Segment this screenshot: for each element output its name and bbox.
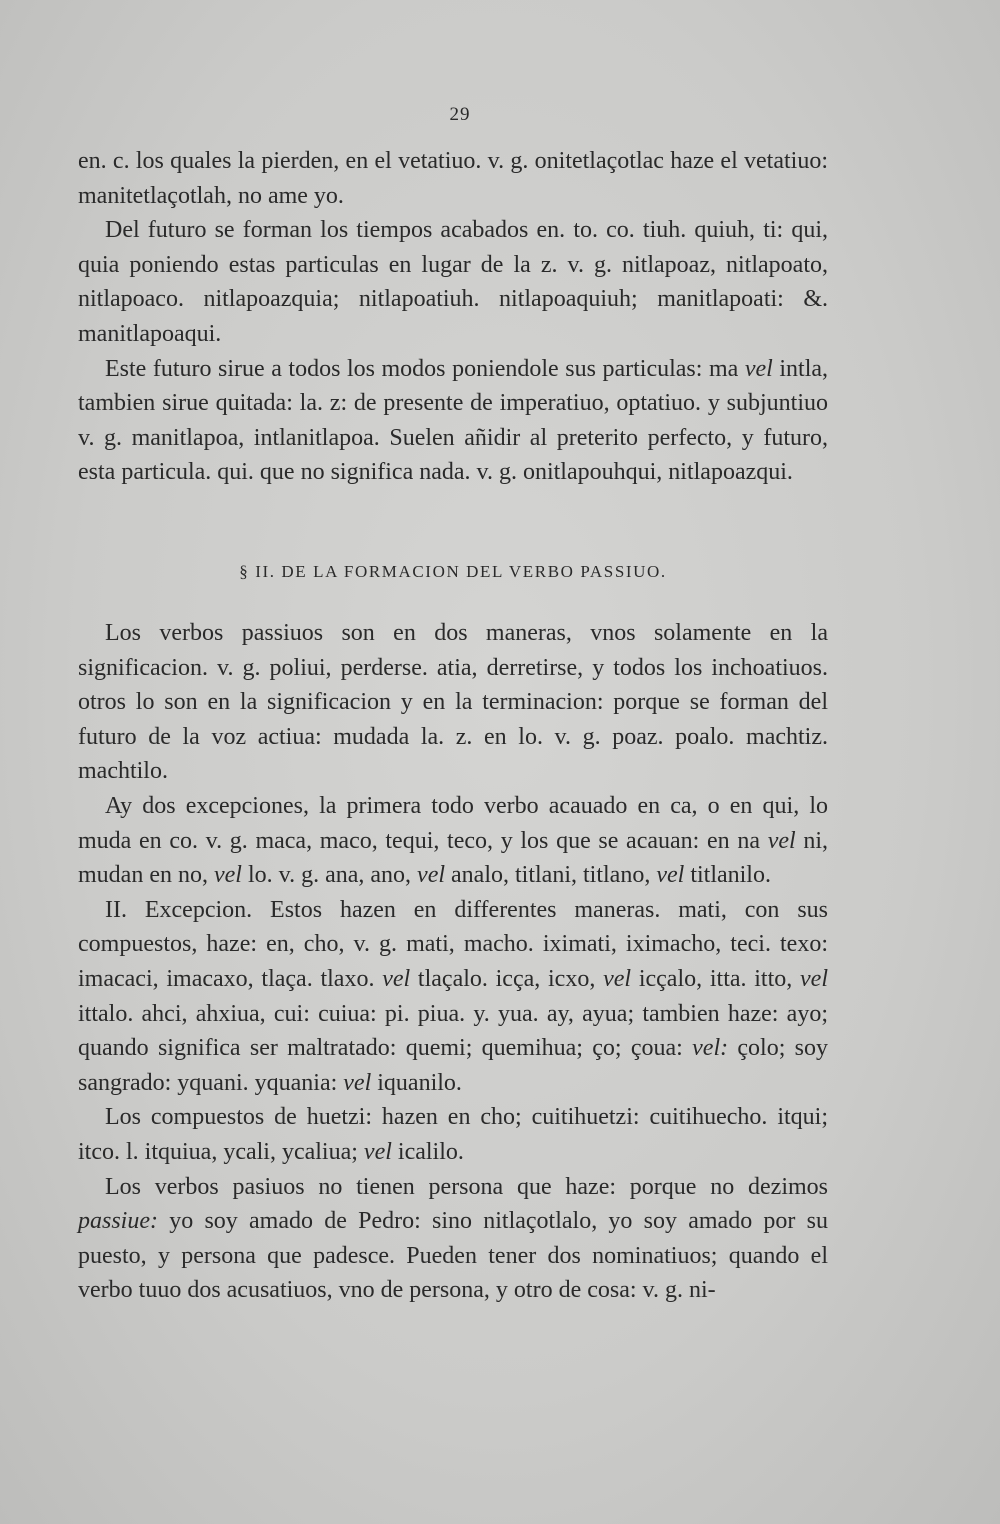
italic-word: vel [382, 965, 411, 992]
italic-word: vel [603, 965, 632, 992]
italic-word: vel [744, 355, 773, 382]
italic-word: vel [417, 862, 446, 889]
text-block-top [78, 144, 828, 490]
paragraph: Este futuro sirue a todos los modos poniendole sus particulas: ma vel intla, tambien sirue quitada: la. z: de presente de imperatiuo, optatiuo. y subjuntiuo v. g. manitlapoa, intlanitlapoa. Suelen añidir al preterito perfecto, y futuro, esta particula. qui. que no significa nada. v. g. onitlapouhqui, nitlapoazqui. [78, 355, 829, 486]
italic-word: vel: [692, 1035, 729, 1062]
paragraph: II. Excepcion. Estos hazen en differentes maneras. mati, con sus compuestos, haze: en, cho, v. g. mati, macho. iximati, iximacho, teci. texo: imacaci, imacaxo, tlaça. tlaxo. vel tlaçalo. icça, icxo, vel icçalo, itta. itto, vel ittalo. ahci, ahxiua, cui: cuiua: pi. piua. y. yua. ay, ayua; tambien haze: ayo; quando significa ser maltratado: quemi; quemihua; ço; çoua: vel: çolo; soy sangrado: yquani. yquania: vel iquanilo. [78, 896, 829, 1096]
paragraph: Del futuro se forman los tiempos acabados en. to. co. tiuh. quiuh, ti: qui, quia poniendo estas particulas en lugar de la z. v. g. nitlapoaz, nitlapoato, nitlapoaco. nitlapoazquia; nitlapoatiuh. nitlapoaquiuh; manitlapoati: &. manitlapoaqui. [78, 217, 828, 347]
page-number: 29 [449, 104, 471, 125]
paragraph: Ay dos excepciones, la primera todo verbo acauado en ca, o en qui, lo muda en co. v. g. maca, maco, tequi, teco, y los que se acauan: en na vel ni, mudan en no, vel lo. v. g. ana, ano, vel analo, titlani, titlano, vel titlanilo. [78, 792, 829, 889]
section-heading: § II. DE LA FORMACION DEL VERBO PASSIUO. [239, 562, 667, 581]
italic-word: passiue: [78, 1208, 158, 1235]
paragraph: Los verbos passiuos son en dos maneras, vnos solamente en la significacion. v. g. poliui, perderse. atia, derretirse, y todos los inchoatiuos. otros lo son en la significacion y en la terminacion: porque se forman del futuro de la voz actiua: mudada la. z. en lo. v. g. poaz. poalo. machtiz. machtilo. [78, 620, 828, 785]
italic-word: vel [656, 862, 685, 889]
paragraph: Los verbos pasiuos no tienen persona que haze: porque no dezimos passiue: yo soy amado de Pedro: sino nitlaçotlalo, yo soy amado por su puesto, y persona que padesce. Pueden tener dos nominatiuos; quando el verbo tuuo dos acusatiuos, vno de persona, y otro de cosa: v. g. ni- [78, 1173, 828, 1304]
italic-word: vel [213, 862, 242, 889]
text-block-bottom [78, 616, 828, 1308]
italic-word: vel [800, 965, 828, 992]
italic-word: vel [343, 1069, 372, 1096]
paragraph: Los compuestos de huetzi: hazen en cho; cuitihuetzi: cuitihuecho. itqui; itco. l. itquiua, ycali, ycaliua; vel icalilo. [78, 1104, 828, 1165]
italic-word: vel [767, 827, 796, 854]
italic-word: vel [363, 1138, 392, 1165]
paragraph: en. c. los quales la pierden, en el vetatiuo. v. g. onitetlaçotlac haze el vetatiuo: manitetlaçotlah, no ame yo. [78, 148, 828, 209]
